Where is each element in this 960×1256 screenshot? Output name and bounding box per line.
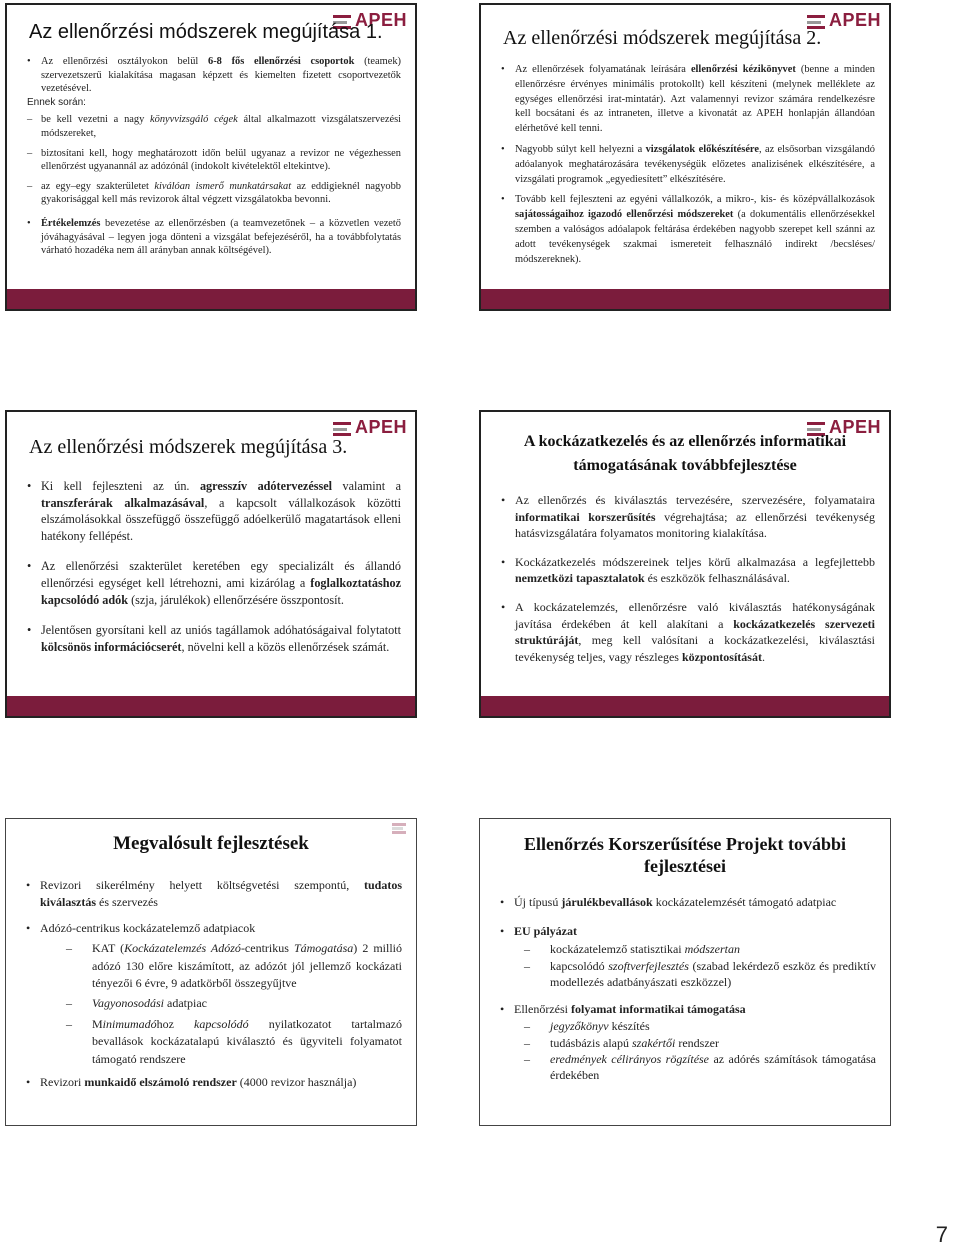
slide-title: A kockázatkezelés és az ellenőrzés informatikai támogatásának továbbfejlesztése [523, 433, 847, 474]
slide-title: Az ellenőrzési módszerek megújítása 3. [29, 436, 348, 458]
bullet-item: • A kockázatelemzés, ellenőrzésre való kiválasztás hatékonyságának javítása érdekében át kell alakítani a kockázatkezelés szervezeti struktúráját, meg kell valósítani a kockázatkezelési, kiválasztási tevékenység teljes, vagy részleges központosítását. [501, 599, 875, 665]
dash-item: – be kell vezetni a nagy könyvvizsgáló cégek által alkalmazott vizsgálatszervezési módszereket, [27, 113, 401, 140]
slide-body [27, 478, 401, 655]
bullet-item: • Az ellenőrzési osztályokon belül 6-8 fős ellenőrzési csoportok (teamek) szervezetszerű kialakítása magasan képzett és kiemelten fizetett csoportvezetők vezetésével. [27, 55, 401, 96]
slide-6 [479, 818, 891, 1126]
bullet-item: • Jelentősen gyorsítani kell az uniós tagállamok adóhatóságaival folytatott kölcsönös információcserét, növelni kell a közös ellenőrzések számát. [27, 622, 401, 655]
slide-body [500, 895, 876, 1083]
page-number: 7 [935, 1222, 948, 1247]
bullet-item: • Ellenőrzési folyamat informatikai támogatása [500, 1002, 876, 1017]
bullet-item: • Az ellenőrzések folyamatának leírására ellenőrzési kézikönyvet (benne a minden ellenőrzésre érvényes minimális protokollt) kell készíteni (melynek melléklete az egységes ellenőrzési irat-mintatár). Azt valamennyi revizor számára rendelkezésre kell bocsátani és az intraneten, illetve a kivonatát az APEH honlapján állandóan elérhetővé kell tenni. [501, 63, 875, 137]
dash-item: – jegyzőkönyv készítés [524, 1019, 876, 1034]
slide-title: Az ellenőrzési módszerek megújítása 1. [29, 21, 383, 43]
dash-item: – Minimumadóhoz kapcsolódó nyilatkozatot tartalmazó bevallások kockázatalapú kiválasztó és ügyviteli folyamatot támogató rendszere [66, 1016, 402, 1068]
dash-item: – az egy–egy szakterületet kiválóan ismerő munkatársakat az eddigieknél nagyobb gyakorisággal kell más revizorok által végzett vizsgálatokba bevonni. [27, 180, 401, 207]
slide-footer-bar [7, 289, 415, 309]
bullet-item: • Értékelemzés bevezetése az ellenőrzésben (a teamvezetőnek – a közvetlen vezető jóváhagyásával – legyen joga dönteni a vizsgálat befejezéséről, ha a továbbfolytatás várható hozadéka nem áll arányban annak költségével). [27, 217, 401, 258]
slide-footer-bar [7, 696, 415, 716]
bullet-item: • Nagyobb súlyt kell helyezni a vizsgálatok előkészítésére, az elsősorban vizsgálandó adóalanyok meghatározására tevékenységük előzetes analizisének elkészítésére, a vizsgálati programok „egyediesített” elkészítésére. [501, 143, 875, 187]
slide-2 [479, 3, 891, 311]
bullet-item: • Ki kell fejleszteni az ún. agresszív adótervezéssel valamint a transzferárak alkalmazásával, a kapcsolt vállalkozások közötti elszámolásokkal összefüggő összefüggő adóelkerülő magatartások elleni hatékony fellépést. [27, 478, 401, 544]
slide-footer-bar [481, 289, 889, 309]
dash-item: – kapcsolódó szoftverfejlesztés (szabad lekérdező eszköz és prediktív modellezés adatbányászati eszközzel) [524, 959, 876, 990]
bullet-item: • Revizori sikerélmény helyett költségvetési szempontú, tudatos kiválasztás és szervezés [26, 877, 402, 912]
logo-text: APEH [828, 417, 881, 437]
bullet-item: • EU pályázat [500, 924, 876, 939]
dash-item: – KAT (Kockázatelemzés Adózó-centrikus Támogatása) 2 millió adózó 130 előre kiszámított, az adózót jól jellemző kockázati tényezői 6 évre, 9 adatkörből összegyűjtve [66, 940, 402, 992]
bullet-item: • Adózó-centrikus kockázatelemző adatpiacok [26, 920, 402, 937]
slide-5 [5, 818, 417, 1126]
slide-body [501, 63, 875, 267]
slide-title: Ellenőrzés Korszerűsítése Projekt további fejlesztései [523, 834, 847, 876]
intro-text: Ennek során: [27, 96, 86, 108]
bullet-item: • Az ellenőrzési szakterület keretében egy specializált és állandó ellenőrzési egységet kell létrehozni, ami kizárólag a foglalkoztatáshoz kapcsolódó adók (szja, járulékok) ellenőrzésére összpontosít. [27, 558, 401, 608]
slide-4 [479, 410, 891, 718]
bullet-item: • Revizori munkaidő elszámoló rendszer (4000 revizor használja) [26, 1074, 402, 1091]
bullet-item: • Új típusú járulékbevallások kockázatelemzését támogató adatpiac [500, 895, 876, 910]
bullet-item: • Kockázatkezelés módszereinek teljes körű alkalmazása a legfejlettebb nemzetközi tapasztalatok és eszközök felhasználásával. [501, 554, 875, 587]
logo-text: APEH [354, 417, 407, 437]
bullet-item: • Az ellenőrzés és kiválasztás tervezésére, szervezésére, folyamataira informatikai korszerűsítés végrehajtása; az ellenőrzési tevékenység hatásvizsgálatára folyamatos monitoring kialakítása. [501, 492, 875, 542]
dash-item: – eredmények célirányos rögzítése az adórés számítások támogatása érdekében [524, 1052, 876, 1083]
slide-body [501, 492, 875, 665]
slide-body [26, 877, 402, 1091]
dash-item: – biztosítani kell, hogy meghatározott időn belül ugyanaz a revizor ne végezhessen ellenőrzést ugyanannál az adózónál (indokolt kivételektől eltekintve). [27, 147, 401, 174]
slide-3 [5, 410, 417, 718]
bullet-item: • Tovább kell fejleszteni az egyéni vállalkozók, a mikro-, kis- és középvállalkozások sajátosságaihoz igazodó ellenőrzési módszereket (a dokumentális ellenőrzésekkel szemben a valóságos adóalapok feltárása érdekében nagyobb szerepet kell szánni az adott tevékenységek szakmai ismereteit felhasználó indirekt /becsléses/ módszereknek). [501, 193, 875, 267]
dash-item: – tudásbázis alapú szakértői rendszer [524, 1036, 876, 1051]
slide-footer-bar [481, 696, 889, 716]
slide-1 [5, 3, 417, 311]
apeh-logo [333, 418, 407, 436]
dash-item: – kockázatelemző statisztikai módszertan [524, 942, 876, 957]
slide-title: Az ellenőrzési módszerek megújítása 2. [503, 27, 822, 49]
slide-title: Megvalósult fejlesztések [113, 833, 309, 854]
dash-item: – Vagyonosodási adatpiac [66, 995, 402, 1012]
apeh-logo-icon [333, 422, 351, 436]
logo-text: APEH [354, 10, 407, 30]
logo-text: APEH [828, 10, 881, 30]
slide-body [27, 55, 401, 258]
